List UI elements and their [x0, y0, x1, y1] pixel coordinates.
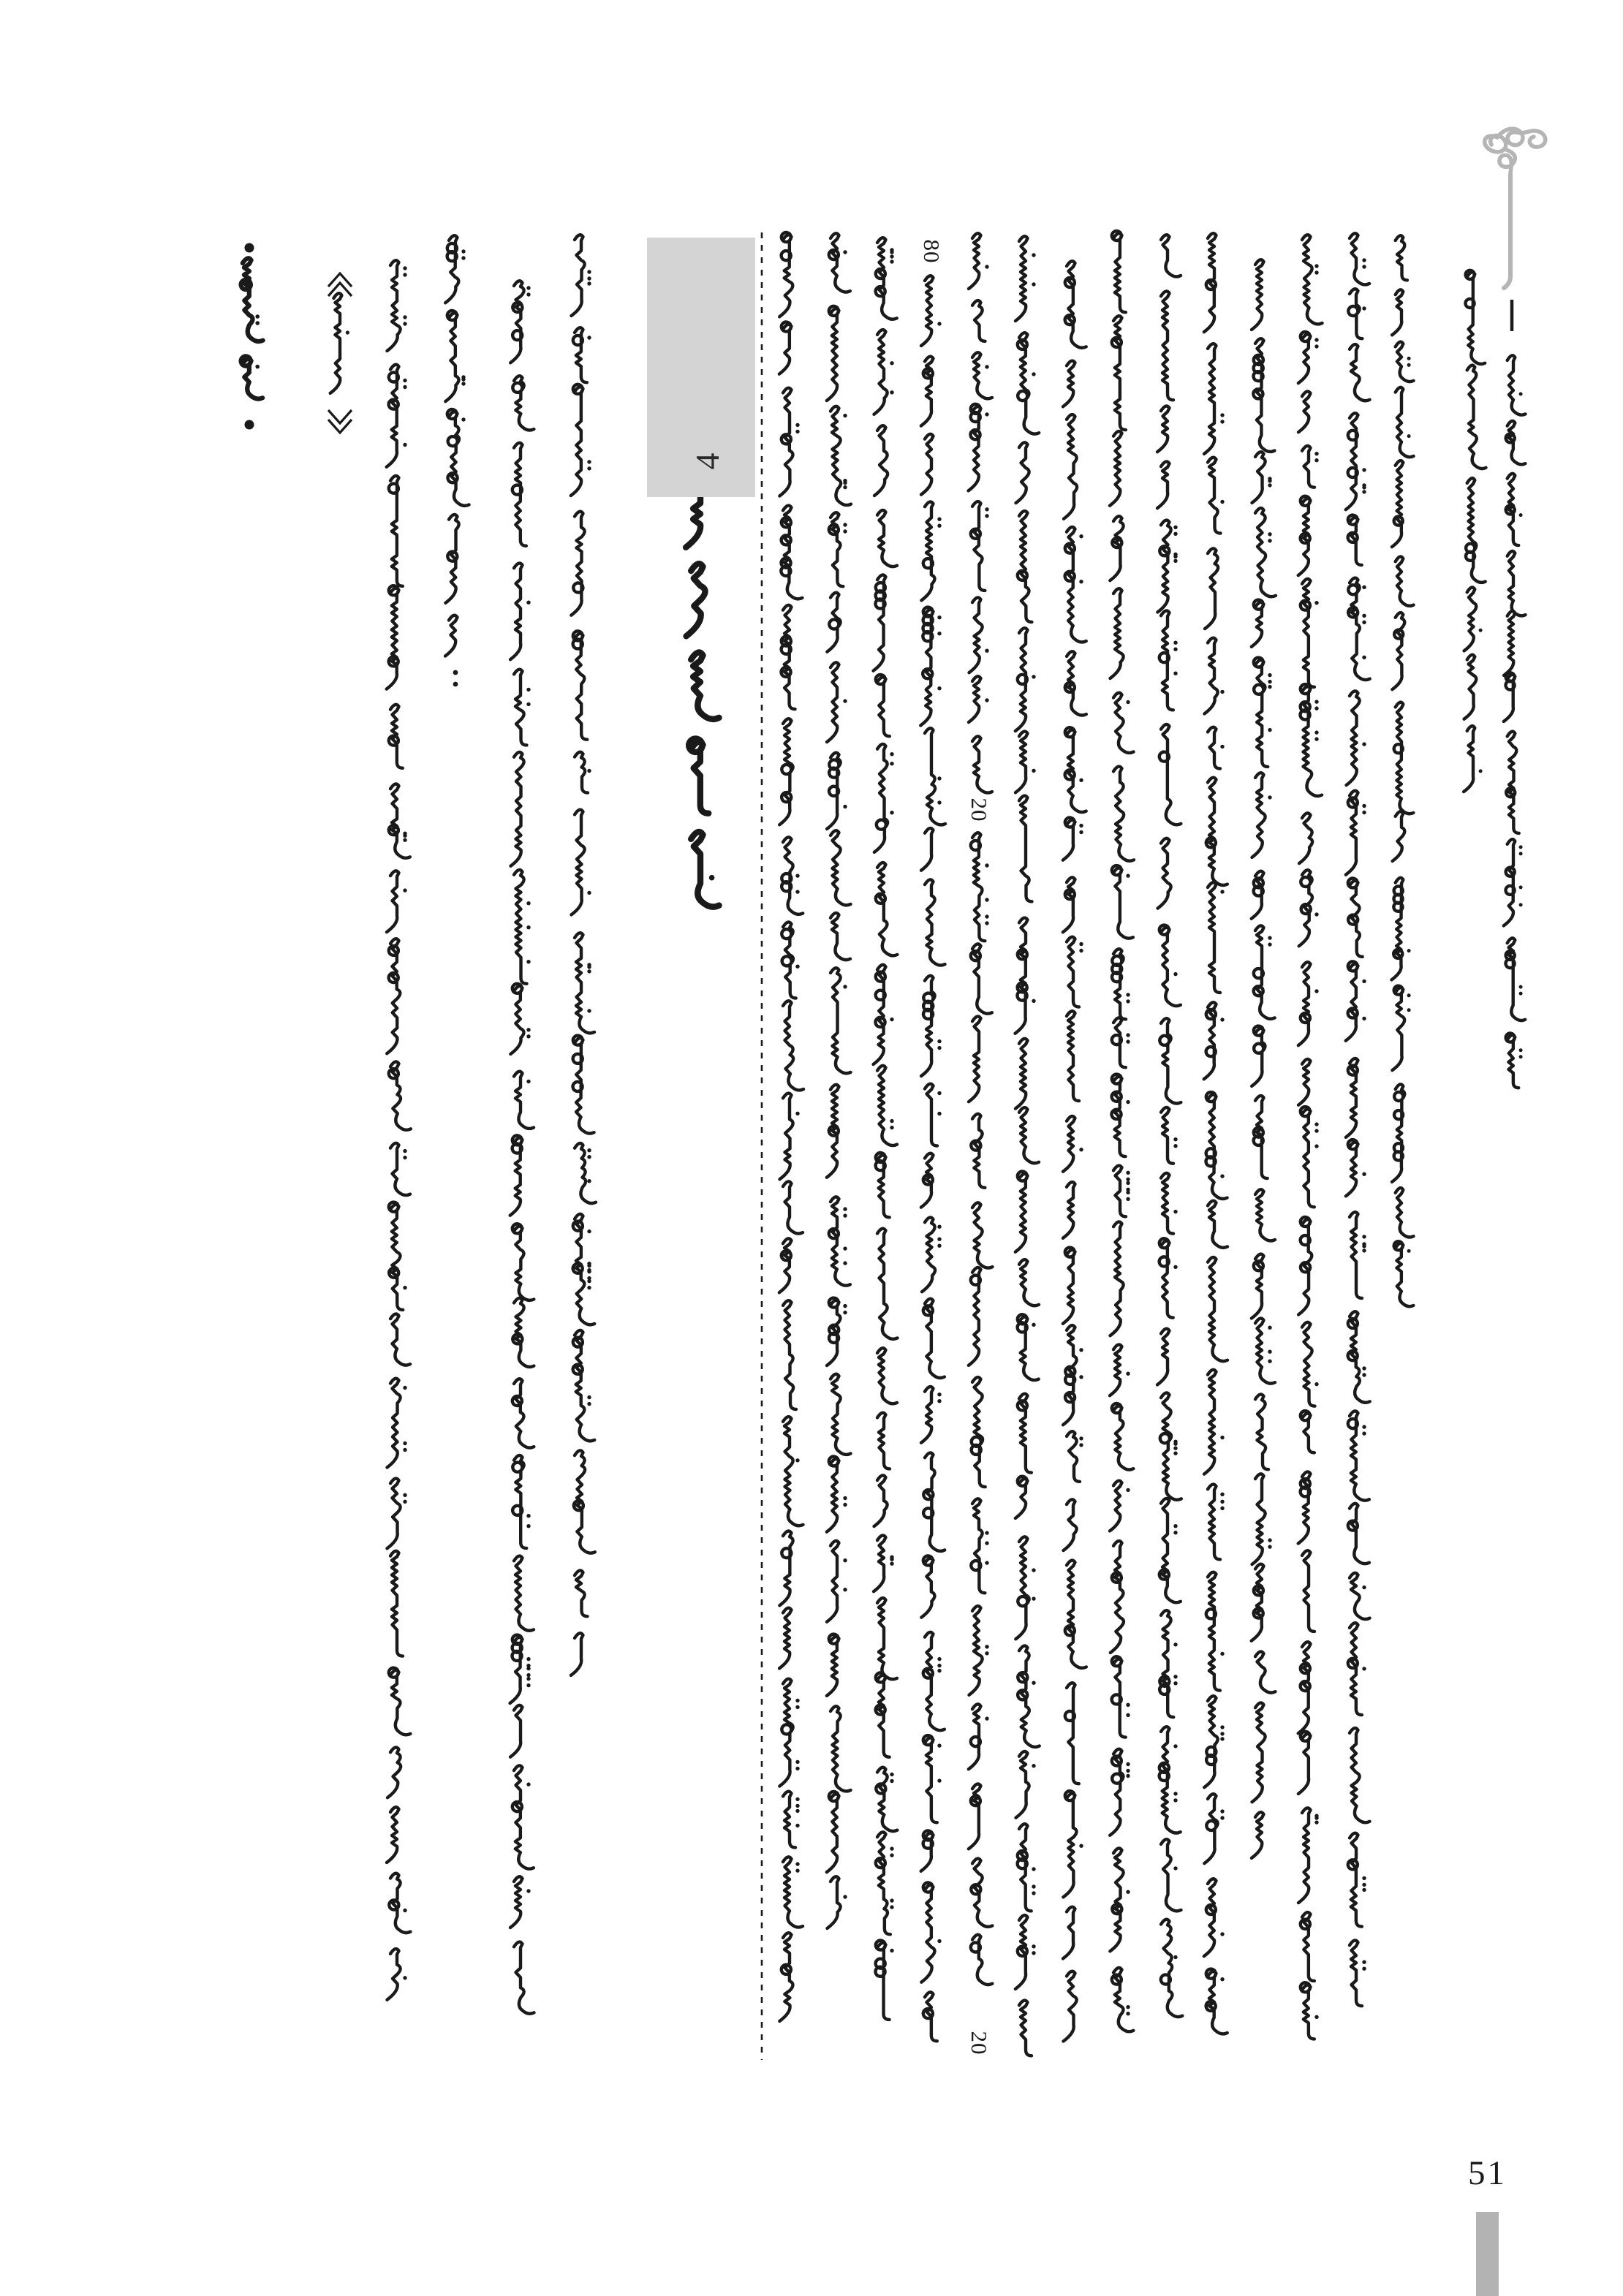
main-text-column [874, 238, 898, 2020]
left-text-column [445, 235, 469, 686]
running-head-column [1391, 235, 1413, 1306]
source-title-line [330, 293, 349, 393]
left-text-column [571, 235, 596, 1675]
main-text-column [1157, 235, 1182, 2017]
main-text-column [779, 232, 803, 2021]
main-text-column [827, 233, 851, 1928]
calligraphic-flourish-icon [1485, 129, 1546, 288]
main-text-column [1015, 236, 1040, 2056]
left-text-column [387, 260, 411, 2000]
bullet-dot [245, 243, 254, 253]
section-title [686, 480, 719, 907]
bullet-dot [245, 420, 254, 430]
page-number: 51 [1468, 2154, 1507, 2192]
left-text-column [510, 281, 534, 2013]
running-head-column [1504, 355, 1526, 1088]
page-number-bar [1476, 2212, 1499, 2296]
main-text-column [1063, 261, 1086, 2041]
main-text-column [1110, 231, 1134, 2031]
inline-number: 20 [966, 2031, 992, 2056]
lesson-number: 4 [688, 452, 726, 470]
inline-number: 20 [966, 797, 992, 822]
main-text-column [969, 233, 993, 1985]
author-line [241, 258, 263, 398]
quote-close-mark [328, 410, 352, 433]
main-text-column [1346, 233, 1370, 2006]
inline-number: 80 [919, 239, 945, 264]
main-text-column [1252, 259, 1276, 1858]
main-text-column [1204, 233, 1227, 2034]
main-text-column [1298, 235, 1323, 2039]
main-text-column [920, 276, 945, 2041]
running-head-column [1464, 270, 1486, 792]
